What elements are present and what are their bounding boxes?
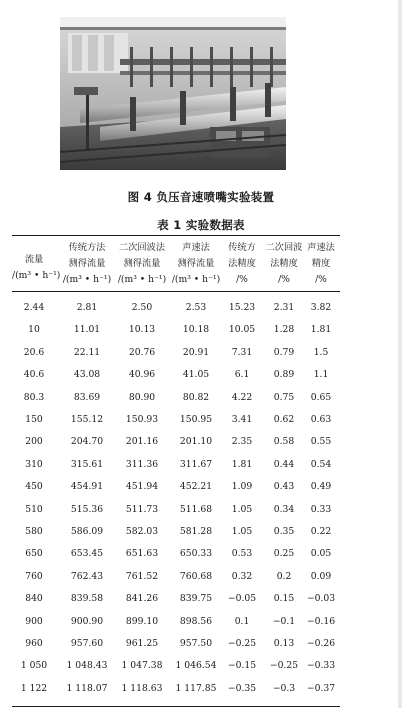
- cell-traditional-accuracy: 1.09: [231, 481, 253, 493]
- table-row: [12, 387, 340, 409]
- cell-echo-accuracy: 0.79: [273, 346, 295, 358]
- cell-traditional-accuracy: 1.81: [231, 458, 253, 470]
- cell-traditional-accuracy: 0.1: [234, 615, 250, 627]
- cell-traditional-flow: 155.12: [70, 414, 104, 425]
- cell-sonic-flow: 80.82: [182, 391, 210, 403]
- cell-traditional-accuracy: 7.31: [231, 346, 253, 358]
- table-row: [12, 521, 340, 543]
- cell-traditional-flow: 22.11: [73, 346, 101, 358]
- cell-echo-accuracy: 0.2: [276, 570, 292, 582]
- cell-traditional-flow: 957.60: [70, 638, 104, 649]
- cell-flow: 200: [25, 436, 43, 448]
- cell-flow: 2.44: [23, 302, 45, 313]
- cell-traditional-flow: 839.58: [70, 593, 104, 605]
- header-echo-flow: 二次回波法 测得流量 /(m³ • h⁻¹): [117, 242, 167, 285]
- table-row: [12, 633, 340, 655]
- table-row: [12, 588, 340, 610]
- cell-echo-accuracy: 0.58: [273, 436, 295, 448]
- cell-flow: 840: [25, 593, 43, 605]
- figure-caption: 图 4 负压音速喷嘴实验装置: [127, 190, 275, 204]
- cell-sonic-flow: 511.68: [179, 503, 213, 515]
- cell-sonic-accuracy: −0.37: [306, 682, 336, 694]
- cell-echo-flow: 311.36: [125, 458, 159, 470]
- cell-traditional-flow: 900.90: [70, 615, 104, 627]
- cell-echo-accuracy: −0.1: [272, 615, 296, 627]
- cell-sonic-flow: 201.10: [179, 436, 213, 448]
- header-flow: 流量 /(m³ • h⁻¹): [12, 254, 61, 281]
- cell-sonic-flow: 760.68: [179, 570, 213, 582]
- header-traditional-accuracy: 传统方 法精度 /%: [228, 242, 256, 285]
- cell-echo-accuracy: 0.62: [273, 414, 295, 425]
- cell-traditional-accuracy: 6.1: [234, 369, 250, 381]
- table-row: [12, 454, 340, 476]
- cell-sonic-flow: 839.75: [179, 593, 213, 605]
- cell-echo-accuracy: 2.31: [273, 302, 295, 313]
- cell-echo-accuracy: −0.25: [269, 660, 299, 672]
- cell-traditional-accuracy: 0.32: [231, 570, 253, 582]
- table-row: [12, 319, 340, 341]
- cell-echo-flow: 761.52: [125, 570, 159, 582]
- cell-echo-flow: 40.96: [128, 369, 156, 381]
- cell-traditional-accuracy: −0.25: [227, 638, 257, 649]
- cell-sonic-accuracy: 0.63: [310, 414, 332, 425]
- cell-traditional-accuracy: 1.05: [231, 503, 253, 515]
- cell-traditional-accuracy: 1.05: [231, 526, 253, 537]
- header-echo-accuracy: 二次回波 法精度 /%: [265, 242, 303, 285]
- table-row: [12, 364, 340, 386]
- table-row: [12, 499, 340, 521]
- cell-flow: 580: [25, 526, 43, 537]
- cell-sonic-accuracy: −0.33: [306, 660, 336, 672]
- table-row: [12, 566, 340, 588]
- cell-echo-accuracy: 0.75: [273, 391, 295, 403]
- cell-sonic-accuracy: 0.55: [310, 436, 332, 448]
- cell-sonic-flow: 452.21: [179, 481, 213, 493]
- cell-sonic-accuracy: 1.1: [313, 369, 329, 381]
- cell-sonic-accuracy: 0.09: [310, 570, 332, 582]
- cell-sonic-flow: 2.53: [185, 302, 207, 313]
- cell-echo-flow: 841.26: [125, 593, 159, 605]
- cell-flow: 1 122: [20, 682, 48, 694]
- cell-traditional-flow: 586.09: [70, 526, 104, 537]
- table-top-rule: [12, 235, 340, 236]
- table-row: [12, 431, 340, 453]
- cell-flow: 310: [25, 458, 43, 470]
- cell-echo-accuracy: 0.43: [273, 481, 295, 493]
- cell-sonic-accuracy: −0.26: [306, 638, 336, 649]
- cell-flow: 510: [25, 503, 43, 515]
- cell-echo-accuracy: 0.15: [273, 593, 295, 605]
- cell-traditional-accuracy: −0.35: [227, 682, 257, 694]
- cell-flow: 150: [25, 414, 43, 425]
- table-row: [12, 611, 340, 633]
- page-edge: [398, 0, 402, 708]
- cell-echo-flow: 2.50: [131, 302, 153, 313]
- cell-traditional-accuracy: −0.05: [227, 593, 257, 605]
- cell-sonic-flow: 1 117.85: [175, 682, 217, 694]
- cell-echo-flow: 961.25: [125, 638, 159, 649]
- cell-sonic-accuracy: 0.49: [310, 481, 332, 493]
- cell-echo-flow: 899.10: [125, 615, 159, 627]
- cell-traditional-flow: 315.61: [70, 458, 104, 470]
- cell-sonic-flow: 311.67: [179, 458, 213, 470]
- cell-echo-accuracy: 1.28: [273, 324, 295, 336]
- cell-flow: 1 050: [20, 660, 48, 672]
- cell-sonic-flow: 898.56: [179, 615, 213, 627]
- cell-traditional-flow: 1 048.43: [66, 660, 108, 672]
- cell-traditional-accuracy: 2.35: [231, 436, 253, 448]
- cell-traditional-flow: 515.36: [70, 503, 104, 515]
- cell-echo-accuracy: 0.44: [273, 458, 295, 470]
- cell-traditional-flow: 454.91: [70, 481, 104, 493]
- cell-echo-accuracy: −0.3: [272, 682, 296, 694]
- table-row: [12, 297, 340, 319]
- cell-flow: 960: [25, 638, 43, 649]
- table-header-rule: [12, 291, 340, 292]
- header-traditional-flow: 传统方法 测得流量 /(m³ • h⁻¹): [62, 242, 112, 285]
- cell-flow: 650: [25, 548, 43, 560]
- cell-sonic-accuracy: 3.82: [310, 302, 332, 313]
- cell-echo-flow: 201.16: [125, 436, 159, 448]
- header-sonic-accuracy: 声速法 精度 /%: [307, 242, 335, 285]
- cell-traditional-accuracy: 10.05: [228, 324, 256, 336]
- table-bottom-rule: [12, 706, 340, 707]
- cell-sonic-flow: 10.18: [182, 324, 210, 336]
- cell-flow: 900: [25, 615, 43, 627]
- cell-echo-flow: 1 118.63: [121, 682, 163, 694]
- table-row: [12, 655, 340, 677]
- cell-traditional-flow: 11.01: [73, 324, 101, 336]
- cell-sonic-flow: 957.50: [179, 638, 213, 649]
- cell-sonic-flow: 41.05: [182, 369, 210, 381]
- cell-echo-accuracy: 0.25: [273, 548, 295, 560]
- cell-traditional-flow: 1 118.07: [66, 682, 108, 694]
- cell-sonic-accuracy: 0.05: [310, 548, 332, 560]
- table-row: [12, 543, 340, 565]
- cell-sonic-accuracy: 0.33: [310, 503, 332, 515]
- cell-traditional-accuracy: −0.15: [227, 660, 257, 672]
- experiment-setup-photo: [60, 17, 286, 170]
- cell-echo-flow: 651.63: [125, 548, 159, 560]
- cell-sonic-accuracy: −0.16: [306, 615, 336, 627]
- cell-echo-flow: 582.03: [125, 526, 159, 537]
- cell-sonic-flow: 1 046.54: [175, 660, 217, 672]
- cell-sonic-accuracy: −0.03: [306, 593, 336, 605]
- table-row: [12, 342, 340, 364]
- cell-traditional-flow: 83.69: [73, 391, 101, 403]
- cell-flow: 760: [25, 570, 43, 582]
- cell-flow: 20.6: [23, 346, 45, 358]
- experiment-setup-image: [60, 17, 286, 170]
- cell-flow: 450: [25, 481, 43, 493]
- cell-echo-flow: 150.93: [125, 414, 159, 425]
- cell-traditional-accuracy: 0.53: [231, 548, 253, 560]
- cell-traditional-accuracy: 4.22: [231, 391, 253, 403]
- table-row: [12, 678, 340, 700]
- cell-traditional-flow: 762.43: [70, 570, 104, 582]
- cell-echo-accuracy: 0.89: [273, 369, 295, 381]
- cell-traditional-flow: 2.81: [76, 302, 98, 313]
- cell-echo-accuracy: 0.34: [273, 503, 295, 515]
- cell-echo-flow: 20.76: [128, 346, 156, 358]
- cell-echo-flow: 10.13: [128, 324, 156, 336]
- header-sonic-flow: 声速法 测得流量 /(m³ • h⁻¹): [171, 242, 221, 285]
- cell-traditional-accuracy: 15.23: [228, 302, 256, 313]
- cell-sonic-flow: 650.33: [179, 548, 213, 560]
- cell-flow: 10: [28, 324, 40, 336]
- cell-sonic-accuracy: 1.81: [310, 324, 332, 336]
- cell-echo-flow: 1 047.38: [121, 660, 163, 672]
- cell-traditional-flow: 43.08: [73, 369, 101, 381]
- table-row: [12, 409, 340, 431]
- cell-echo-flow: 451.94: [125, 481, 159, 493]
- cell-flow: 80.3: [23, 391, 45, 403]
- cell-traditional-flow: 204.70: [70, 436, 104, 448]
- cell-sonic-flow: 150.95: [179, 414, 213, 425]
- table-title: 表 1 实验数据表: [157, 218, 245, 232]
- cell-traditional-flow: 653.45: [70, 548, 104, 560]
- cell-echo-accuracy: 0.13: [273, 638, 295, 649]
- cell-sonic-accuracy: 1.5: [313, 346, 329, 358]
- cell-echo-flow: 511.73: [125, 503, 159, 515]
- cell-echo-flow: 80.90: [128, 391, 156, 403]
- cell-flow: 40.6: [23, 369, 45, 381]
- cell-sonic-flow: 20.91: [182, 346, 210, 358]
- table-row: [12, 476, 340, 498]
- cell-sonic-accuracy: 0.65: [310, 391, 332, 403]
- cell-traditional-accuracy: 3.41: [231, 414, 253, 425]
- cell-sonic-flow: 581.28: [179, 526, 213, 537]
- cell-sonic-accuracy: 0.54: [310, 458, 332, 470]
- cell-sonic-accuracy: 0.22: [310, 526, 332, 537]
- cell-echo-accuracy: 0.35: [273, 526, 295, 537]
